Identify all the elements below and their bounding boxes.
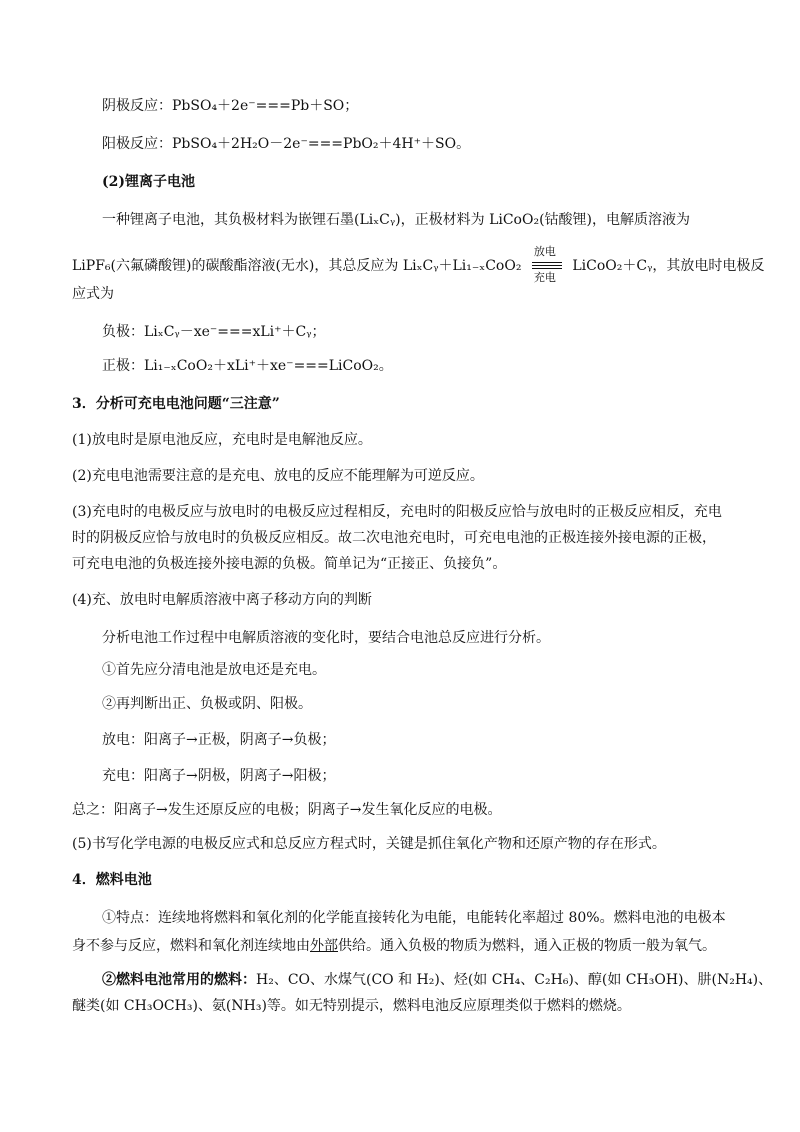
section3-item5: (5)书写化学电源的电极反应式和总反应方程式时，关键是抓住氧化产物和还原产物的存在形式。 (72, 836, 666, 852)
section3-item2: (2)充电电池需要注意的是充电、放电的反应不能理解为可逆反应。 (72, 468, 484, 484)
reversible-reaction-arrow (530, 245, 564, 284)
li-total-reaction-left: LiPF₆(六氟磷酸锂)的碳酸酯溶液(无水)，其总反应为 LiₓCᵧ＋Li₁₋ₓCoO₂ (72, 258, 522, 274)
negative-electrode-reaction: 负极：LiₓCᵧ－xe⁻===xLi⁺＋Cᵧ； (102, 324, 326, 340)
section4-para1-line2 (72, 936, 716, 956)
li-total-reaction-right: LiCoO₂＋Cᵧ，其放电时电极反 (572, 258, 765, 274)
section4-para2-line2: 醚类(如 CH₃OCH₃)、氨(NH₃)等。如无特别提示，燃料电池反应原理类似于燃料的燃烧。 (72, 998, 631, 1014)
li-battery-para-line2 (72, 245, 765, 284)
arrow-label-discharge: 放电 (533, 245, 556, 258)
li-battery-para-line3: 应式为 (72, 286, 114, 302)
section4-para1-line1: ①特点：连续地将燃料和氧化剂的化学能直接转化为电能，电能转化率超过 80%。燃料电池的电极本 (102, 910, 726, 926)
section3-item3-line1: (3)充电时的电极反应与放电时的电极反应过程相反，充电时的阳极反应恰与放电时的正极反应相反，充电 (72, 504, 722, 520)
common-fuels-label: ②燃料电池常用的燃料： (102, 972, 256, 988)
section4-para1-text-b: 供给。通入负极的物质为燃料，通入正极的物质一般为氧气。 (338, 938, 716, 954)
section4-para1-text-a: 身不参与反应，燃料和氧化剂连续地由 (72, 938, 310, 954)
section3-item4: (4)充、放电时电解质溶液中离子移动方向的判断 (72, 592, 372, 608)
section3-item4-para4: 放电：阳离子→正极，阴离子→负极； (102, 732, 336, 748)
section3-item1: (1)放电时是原电池反应，充电时是电解池反应。 (72, 432, 372, 448)
section3-item4-para3: ②再判断出正、负极或阴、阳极。 (102, 696, 312, 712)
common-fuels-list: H₂、CO、水煤气(CO 和 H₂)、烃(如 CH₄、C₂H₆)、醇(如 CH₃OH)、肼(N₂H₄)、 (256, 972, 773, 988)
section3-item4-para1: 分析电池工作过程中电解质溶液的变化时，要结合电池总反应进行分析。 (102, 630, 550, 646)
arrow-label-charge: 充电 (533, 271, 556, 284)
anode-reaction: 阳极反应：PbSO₄＋2H₂O－2e⁻===PbO₂＋4H⁺＋SO。 (102, 136, 471, 152)
li-battery-heading: (2)锂离子电池 (102, 174, 195, 190)
li-battery-para-line1: 一种锂离子电池，其负极材料为嵌锂石墨(LiₓCᵧ)，正极材料为 LiCoO₂(钴酸锂)，电解质溶液为 (102, 212, 690, 228)
section3-item4-para2: ①首先应分清电池是放电还是充电。 (102, 662, 326, 678)
section3-heading: 3．分析可充电电池问题“三注意” (72, 396, 280, 412)
external-supply-text: 外部 (310, 938, 338, 954)
positive-electrode-reaction: 正极：Li₁₋ₓCoO₂＋xLi⁺＋xe⁻===LiCoO₂。 (102, 358, 393, 374)
section3-item4-summary: 总之：阳离子→发生还原反应的电极；阴离子→发生氧化反应的电极。 (72, 802, 502, 818)
section3-item3-line2: 时的阴极反应恰与放电时的负极反应相反。故二次电池充电时，可充电电池的正极连接外接电源的正极， (72, 530, 716, 546)
section3-item3-line3: 可充电电池的负极连接外接电源的负极。简单记为“正接正、负接负”。 (72, 556, 507, 572)
section4-heading: 4．燃料电池 (72, 872, 152, 888)
section3-item4-para5: 充电：阳离子→阴极，阴离子→阳极； (102, 768, 336, 784)
section4-para2-line1 (102, 970, 772, 990)
cathode-reaction: 阴极反应：PbSO₄＋2e⁻===Pb＋SO； (102, 98, 359, 114)
